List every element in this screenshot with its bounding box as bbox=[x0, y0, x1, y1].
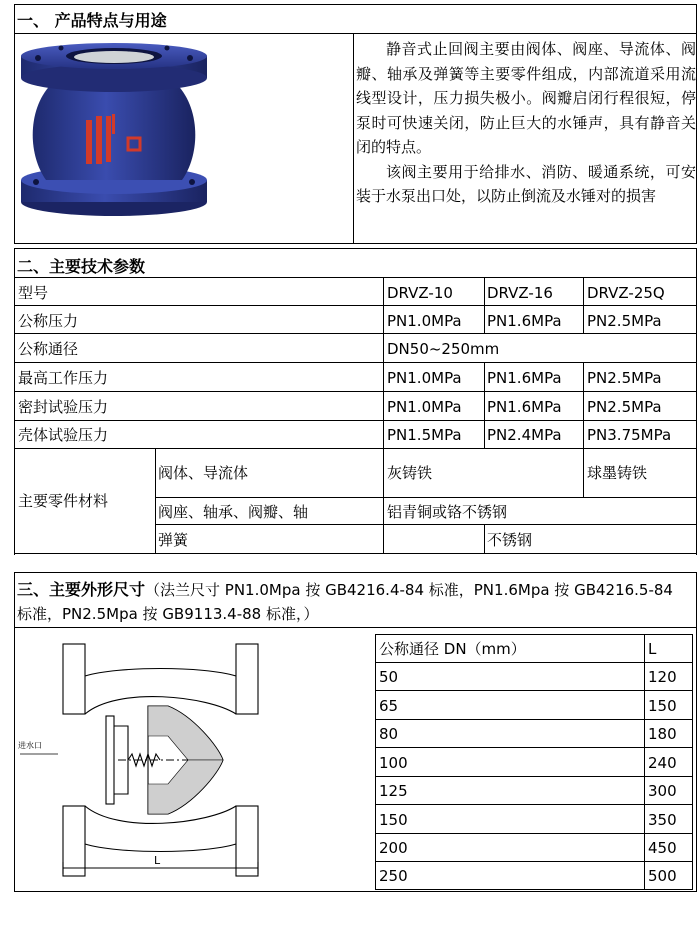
material-part: 阀座、轴承、阀瓣、轴 bbox=[158, 503, 309, 521]
spec-cell: PN1.0MPa bbox=[387, 369, 462, 387]
spec-row-label: 公称通径 bbox=[18, 340, 79, 358]
spec-cell: PN2.4MPa bbox=[487, 426, 562, 444]
dims-dn: 65 bbox=[379, 697, 399, 715]
spec-cell: PN2.5MPa bbox=[587, 369, 662, 387]
dims-l: 450 bbox=[648, 839, 677, 857]
spec-header-drvz16: DRVZ-16 bbox=[487, 284, 553, 302]
valve-cross-section-drawing bbox=[18, 636, 268, 884]
dims-l: 240 bbox=[648, 754, 677, 772]
material-part: 阀体、导流体 bbox=[158, 464, 249, 482]
spec-row-label: 公称压力 bbox=[18, 312, 79, 330]
section1-title: 一、 产品特点与用途 bbox=[17, 11, 167, 30]
section3-title-note: （法兰尺寸 PN1.0Mpa 按 GB4216.4-84 标准，PN1.6Mpa 按 GB4216.5-84 bbox=[145, 581, 673, 599]
spec-cell: PN2.5MPa bbox=[587, 398, 662, 416]
spec-cell: PN1.6MPa bbox=[487, 369, 562, 387]
description-paragraph-1: 静音式止回阀主要由阀体、阀座、导流体、阀瓣、轴承及弹簧等主要零件组成，内部流道采用流线型设计，压力损失极小。阀瓣启闭行程很短，停泵时可快速关闭，防止巨大的水锤声，具有静音关闭的特点。 bbox=[356, 40, 696, 156]
spec-cell: PN1.6MPa bbox=[487, 398, 562, 416]
dims-l: 150 bbox=[648, 697, 677, 715]
inlet-label: 进水口 bbox=[18, 741, 42, 750]
dims-l: 300 bbox=[648, 782, 677, 800]
material-cell: 铝青铜或铬不锈钢 bbox=[387, 503, 508, 521]
spec-cell: PN1.0MPa bbox=[387, 312, 462, 330]
dims-dn: 250 bbox=[379, 867, 408, 885]
spec-cell: PN2.5MPa bbox=[587, 312, 662, 330]
dims-l: 120 bbox=[648, 668, 677, 686]
dimension-label-L: L bbox=[154, 854, 161, 867]
valve-product-image bbox=[16, 42, 212, 220]
material-part: 弹簧 bbox=[158, 531, 189, 549]
section3-title: 三、主要外形尺寸 bbox=[17, 580, 146, 599]
spec-row-label: 壳体试验压力 bbox=[18, 426, 109, 444]
description-paragraph-2: 该阀主要用于给排水、消防、暖通系统，可安装于水泵出口处，以防止倒流及水锤对的损害 bbox=[356, 162, 696, 205]
dims-dn: 150 bbox=[379, 811, 408, 829]
dims-l: 180 bbox=[648, 725, 677, 743]
material-cell: 球墨铸铁 bbox=[587, 464, 648, 482]
product-description bbox=[356, 37, 696, 209]
dims-l: 500 bbox=[648, 867, 677, 885]
spec-header-drvz10: DRVZ-10 bbox=[387, 284, 453, 302]
dims-dn: 100 bbox=[379, 754, 408, 772]
dims-dn: 80 bbox=[379, 725, 399, 743]
spec-cell: PN1.6MPa bbox=[487, 312, 562, 330]
material-cell: 灰铸铁 bbox=[387, 464, 433, 482]
material-cell: 不锈钢 bbox=[487, 531, 533, 549]
spec-cell: PN1.5MPa bbox=[387, 426, 462, 444]
dims-dn: 200 bbox=[379, 839, 408, 857]
spec-row-label: 密封试验压力 bbox=[18, 398, 109, 416]
spec-header-model: 型号 bbox=[18, 284, 49, 302]
spec-cell: PN3.75MPa bbox=[587, 426, 672, 444]
dims-l: 350 bbox=[648, 811, 677, 829]
spec-row-label: 最高工作压力 bbox=[18, 369, 109, 387]
materials-label: 主要零件材料 bbox=[18, 492, 109, 510]
spec-cell: DN50~250mm bbox=[387, 340, 500, 358]
dims-header-dn: 公称通径 DN（mm） bbox=[379, 640, 526, 658]
dims-header-l: L bbox=[648, 640, 657, 658]
section3-title-note-line2: 标准，PN2.5Mpa 按 GB9113.4-88 标准，） bbox=[17, 605, 319, 623]
spec-cell: PN1.0MPa bbox=[387, 398, 462, 416]
dims-dn: 50 bbox=[379, 668, 399, 686]
dims-dn: 125 bbox=[379, 782, 408, 800]
section2-title: 二、主要技术参数 bbox=[17, 257, 146, 276]
spec-header-drvz25q: DRVZ-25Q bbox=[587, 284, 665, 302]
